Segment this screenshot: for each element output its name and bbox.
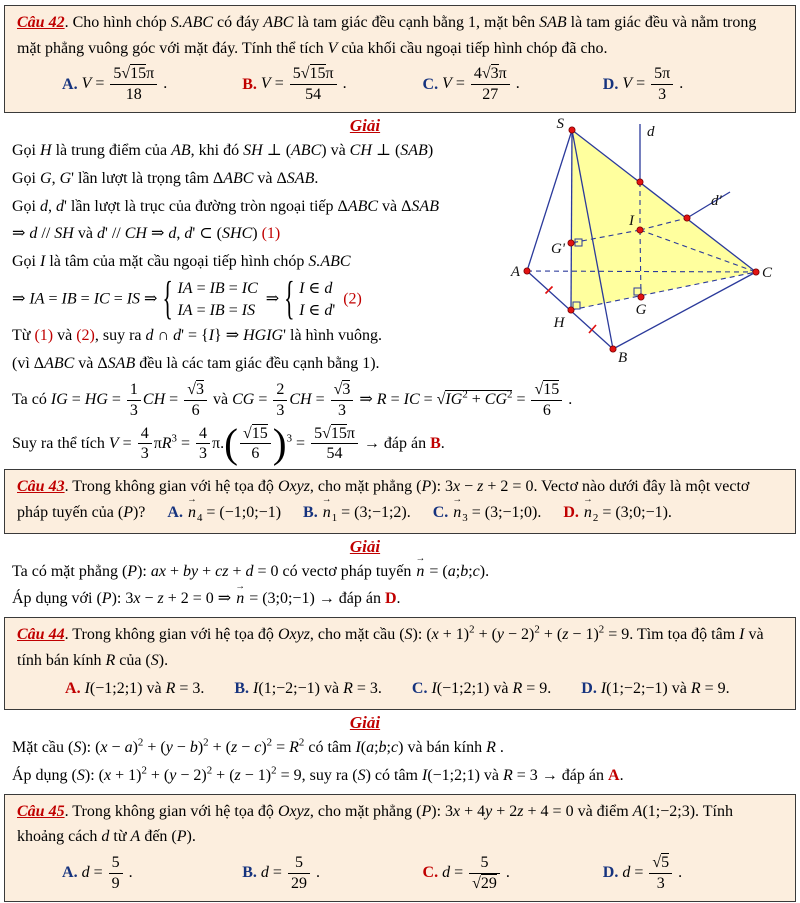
- q44-answer-d-value: I(1;−2;−1) và R = 9.: [600, 680, 730, 698]
- label-I: I: [629, 213, 634, 229]
- solution-43-line-1: Ta có mặt phẳng (P): ax + by + cz + d = 0 có vectơ pháp tuyến → n = (a;b;c).: [12, 560, 800, 585]
- point-A: [524, 268, 530, 274]
- q43-answer-d: [563, 503, 672, 524]
- question-43-label: Câu 43: [17, 478, 65, 496]
- q42-answer-d-letter: D .: [603, 72, 623, 98]
- q42-answer-a: [62, 64, 242, 105]
- point-G: [638, 294, 644, 300]
- q44-answer-c-value: I(−1;2;1) và R = 9.: [431, 680, 552, 698]
- q43-answer-a: [167, 503, 282, 524]
- solution-43: [12, 560, 800, 613]
- solution-42-line-7: Từ (1) và (2), suy ra d ∩ d' = {I} ⇒ HGIG' là hình vuông.: [12, 327, 382, 345]
- label-d-prime: d': [711, 193, 722, 209]
- edge-SA: [527, 130, 572, 271]
- label-A: A: [510, 264, 520, 280]
- q45-answer-c-letter: C .: [423, 860, 443, 886]
- q45-answer-d-letter: D .: [603, 860, 623, 886]
- q42-answer-c-letter: C .: [423, 72, 443, 98]
- label-G: G: [635, 302, 647, 318]
- question-45-answers: [17, 853, 783, 894]
- solution-44-header: Giải: [349, 712, 381, 732]
- point-S: [569, 127, 575, 133]
- q45-answer-b-value: d = $\frac{5}{29}$ .: [260, 853, 320, 892]
- question-44-answers: [17, 676, 783, 702]
- q45-answer-a: [62, 853, 242, 894]
- q42-answer-b: [242, 64, 422, 105]
- point-on-d: [637, 179, 643, 185]
- solution-42-line-8: (vì ΔABC và ΔSAB đều là các tam giác đều cạnh bằng 1).: [12, 354, 380, 372]
- solution-43-header: Giải: [349, 536, 381, 556]
- q42-answer-b-letter: B .: [242, 72, 261, 98]
- question-43-stem: [17, 474, 783, 525]
- q44-answer-b: [234, 676, 382, 702]
- q43-answer-b-letter: B .: [303, 504, 322, 521]
- question-42-text: . Cho hình chóp S.ABC có đáy ABC là tam giác đều cạnh bằng 1, mặt bên SAB là tam giác đều và nằm trong mặt phẳng vuông góc với mặt đáy. Tính thể tích V của khối cầu ngoại tiếp hình chóp đã cho.: [17, 14, 757, 57]
- q43-answer-d-letter: D .: [563, 504, 583, 521]
- question-43-text: . Trong không gian với hệ tọa độ Oxyz, cho mặt phẳng (P): 3x − z + 2 = 0. Vectơ nào dưới đây là một vectơ pháp tuyến của (P)?: [17, 478, 750, 521]
- q44-answer-d-letter: D .: [581, 676, 601, 702]
- solution-42-header: Giải: [349, 116, 381, 135]
- label-B: B: [618, 350, 628, 366]
- solution-44: [12, 736, 800, 789]
- question-43-box: [4, 469, 796, 533]
- q43-answer-c: [432, 503, 542, 524]
- q43-answer-a-letter: A .: [167, 504, 187, 521]
- q42-answer-b-value: V = $\frac{5√15\pi}{54}$ .: [260, 65, 347, 104]
- q44-answer-c-letter: C .: [412, 676, 432, 702]
- question-44-label: Câu 44: [17, 626, 65, 644]
- solution-44-line-1: Mặt cầu (S): $(x - a)^2 + (y - b)^2 + (z - c)^2 = R^2$ có tâm I(a;b;c) và bán kính R .: [12, 736, 504, 756]
- q43-answer-d-value: → $n_2$ = (3;0;−1).: [583, 504, 672, 521]
- q42-answer-a-value: V = $\frac{5√15\pi}{18}$ .: [81, 65, 168, 104]
- q44-answer-c: [412, 676, 551, 702]
- point-on-d-prime: [684, 215, 690, 221]
- solution-42-line-5: Gọi I là tâm của mặt cầu ngoại tiếp hình chóp S.ABC: [12, 253, 351, 271]
- question-45-label: Câu 45: [17, 802, 65, 820]
- solution-42-line-9: Ta có IG = HG = $\frac{1}{3}$ CH = $\frac{√3}{6}$ và CG = $\frac{2}{3}$ CH = $\frac{√3}{3}$ ⇒ R = IC = $√IG^2 + CG^2$ = $\frac{√15}{6}$ .: [12, 380, 573, 419]
- solution-44-line-2: Áp dụng (S): $(x + 1)^2 + (y - 2)^2 + (z - 1)^2 = 9$, suy ra (S) có tâm I(−1;2;1) và R = 3 → đáp án A.: [12, 764, 624, 784]
- q44-answer-b-letter: B .: [234, 676, 253, 702]
- q45-answer-b: [242, 853, 422, 894]
- question-42-stem: [17, 10, 783, 61]
- point-I: [637, 227, 643, 233]
- solution-42-line-10: Suy ra thể tích V = $\frac{4}{3}$ $\pi R^3$ = $\frac{4}{3}$ π. ( $\frac{√15}{6}$ ) $^3$ = $\frac{5√15\pi}{54}$ → đáp án B.: [12, 424, 800, 465]
- point-B: [610, 346, 616, 352]
- q45-answer-a-letter: A .: [62, 860, 82, 886]
- q44-answer-a-letter: A .: [65, 676, 85, 702]
- solution-42-line-4: ⇒ d // SH và d' // CH ⇒ d, d' ⊂ (SHC) (1): [12, 225, 281, 243]
- q43-answer-c-letter: C .: [433, 504, 453, 521]
- q42-answer-c: [423, 64, 603, 105]
- label-S: S: [556, 116, 564, 132]
- point-G-prime: [568, 240, 574, 246]
- q45-answer-c-value: d = $\frac{5}{√29}$ .: [442, 853, 510, 892]
- q44-answer-a: [65, 676, 204, 702]
- solution-42-line-1: Gọi H là trung điểm của AB, khi đó SH ⊥ (ABC) và CH ⊥ (SAB): [12, 142, 434, 159]
- label-G-prime: G': [550, 241, 565, 257]
- q45-answer-b-letter: B .: [242, 860, 261, 886]
- question-42-box: [4, 5, 796, 113]
- point-H: [568, 307, 574, 313]
- question-42-answers: [17, 64, 783, 105]
- q43-answer-c-value: → $n_3$ = (3;−1;0).: [452, 504, 541, 521]
- solution-42-line-6: ⇒ IA = IB = IC = IS ⇒ { IA = IB = IC IA = IB = IS ⇒ { I ∈ d I ∈ d' (2): [12, 278, 512, 321]
- solution-42-line-2: Gọi G, G' lần lượt là trọng tâm ΔABC và ΔSAB.: [12, 169, 319, 187]
- label-d: d: [647, 124, 655, 140]
- pyramid-figure-svg: [498, 112, 798, 374]
- point-C: [753, 269, 759, 275]
- label-C: C: [762, 265, 773, 281]
- q42-answer-a-letter: A .: [62, 72, 82, 98]
- q43-answer-a-value: → $n_4$ = (−1;0;−1): [187, 504, 281, 521]
- label-H: H: [553, 315, 565, 331]
- question-45-box: [4, 794, 796, 902]
- q45-answer-c: [423, 853, 603, 894]
- q43-answer-b-value: → $n_1$ = (3;−1;2).: [322, 504, 411, 521]
- q44-answer-d: [581, 676, 729, 702]
- q44-answer-a-value: I(−1;2;1) và R = 3.: [84, 680, 205, 698]
- question-45-stem: [17, 799, 783, 850]
- question-42-label: Câu 42: [17, 14, 65, 31]
- pyramid-figure: [498, 112, 798, 374]
- q45-answer-d: [603, 853, 783, 894]
- q42-answer-c-value: V = $\frac{4√3\pi}{27}$ .: [442, 65, 520, 104]
- q42-answer-d: [603, 64, 783, 105]
- question-44-box: [4, 617, 796, 710]
- q45-answer-a-value: d = $\frac{5}{9}$ .: [81, 853, 133, 892]
- q43-answer-b: [303, 503, 411, 524]
- q45-answer-d-value: d = $\frac{√5}{3}$ .: [622, 853, 683, 892]
- solution-43-line-2: Áp dụng với (P): 3x − z + 2 = 0 ⇒ → n = (3;0;−1) → đáp án D.: [12, 587, 800, 612]
- axis-d-prime-line: [687, 192, 730, 218]
- question-44-stem: [17, 622, 783, 673]
- question-45-text: . Trong không gian với hệ tọa độ Oxyz, cho mặt phẳng (P): 3x + 4y + 2z + 4 = 0 và điểm A(1;−2;3). Tính khoảng cách d từ A đến (P).: [17, 802, 733, 846]
- solution-42-line-3: Gọi d, d' lần lượt là trục của đường tròn ngoại tiếp ΔABC và ΔSAB: [12, 197, 439, 215]
- q44-answer-b-value: I(1;−2;−1) và R = 3.: [253, 680, 382, 698]
- q42-answer-d-value: V = $\frac{5\pi}{3}$ .: [622, 65, 684, 104]
- question-44-text: . Trong không gian với hệ tọa độ Oxyz, cho mặt cầu (S): $(x + 1)^2 + (y - 2)^2 + (z - 1)^2 = 9$. Tìm tọa độ tâm I và tính bán kính R của (S).: [17, 623, 764, 669]
- shaded-plane-SHC: [571, 130, 756, 310]
